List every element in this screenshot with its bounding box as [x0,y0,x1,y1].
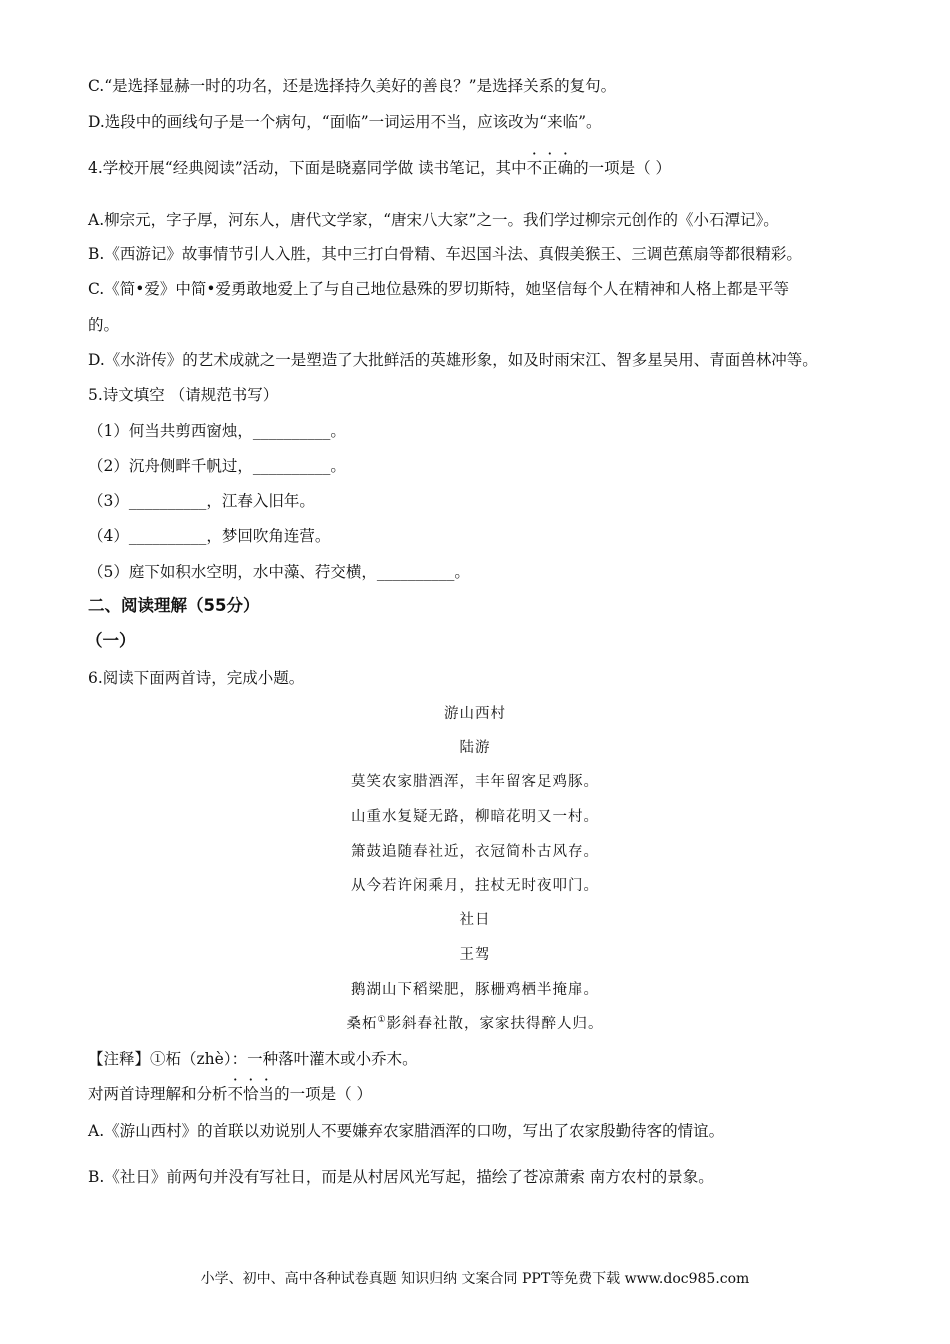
fill-blank: __________ [376,563,455,581]
poem2-line [0,1014,950,1034]
footnote-marker: ① [377,1015,387,1026]
q4-option-b: B.《西游记》故事情节引人入胜，其中三打白骨精、车迟国斗法、真假美猴王、三调芭蕉扇等都很精彩。 [88,245,802,263]
poem1-line: 箫鼓追随春社近，衣冠简朴古风存。 [351,844,599,860]
q4-option-c: C.《简•爱》中简•爱勇敢地爱上了与自己地位悬殊的罗切斯特，她坚信每个人在精神和人格上都是平等 [88,280,790,298]
q6-option-a: A.《游山西村》的首联以劝说别人不要嫌弃农家腊酒浑的口吻，写出了农家殷勤待客的情谊。 [88,1122,725,1140]
q5-item-tail: 。 [330,457,346,475]
q4-option-a: A.柳宗元，字子厚，河东人，唐代文学家，“唐宋八大家”之一。我们学过柳宗元创作的《小石潭记》。 [88,211,779,229]
q4-stem-text: 4.学校开展“经典阅读”活动，下面是晓嘉同学做 读书笔记，其中 [88,159,527,177]
fill-blank: __________ [252,422,331,440]
q4-option-c-cont: 的。 [88,316,120,334]
q3-option-c: C.“是选择显赫一时的功名，还是选择持久美好的善良？”是选择关系的复句。 [88,77,617,95]
q6-option-b: B.《社日》前两句并没有写社日，而是从村居风光写起，描绘了苍凉萧索 南方农村的景象。 [88,1168,714,1186]
fill-blank: __________ [128,527,207,545]
emphasis-char: 当 [258,1085,275,1103]
q6-question-text: 对两首诗理解和分析 [88,1085,228,1103]
section-2-title: 二、阅读理解（55分） [88,596,260,615]
page-footer: 小学、初中、高中各种试卷真题 知识归纳 文案合同 PPT等免费下载 www.doc985.com [200,1271,750,1287]
poem1-title: 游山西村 [444,706,506,722]
poem1-line: 从今若许闲乘月，拄杖无时夜叩门。 [351,878,599,894]
emphasis-char: 不 [526,159,543,177]
q5-item-tail: 。 [330,422,346,440]
poem2-author: 王驾 [459,947,491,963]
poem1-line: 山重水复疑无路，柳暗花明又一村。 [351,809,599,825]
poem1-line: 莫笑农家腊酒浑，丰年留客足鸡豚。 [351,774,599,790]
q4-stem [88,158,671,178]
emphasis-char: 正 [542,159,558,177]
poem2-line: 鹅湖山下稻梁肥，豚栅鸡栖半掩扉。 [351,982,599,998]
poem2-title: 社日 [459,912,491,928]
q5-item-tail: 。 [454,563,470,581]
q5-item-5 [88,562,470,582]
fill-blank: __________ [252,457,331,475]
q3-option-d: D.选段中的画线句子是一个病句，“面临”一词运用不当，应该改为“来临”。 [88,113,602,131]
q5-item-1 [88,421,346,441]
fill-blank: __________ [128,492,207,510]
q5-item-3 [88,491,315,511]
q5-item-text: （4） [88,527,129,545]
poem2-line-text: 影斜春社散，家家扶得醉人归。 [386,1016,604,1032]
emphasis-char: 确 [557,159,574,177]
q5-item-2 [88,456,346,476]
poem1-author: 陆游 [459,740,491,756]
q6-question-tail: 的一项是（ ） [274,1085,372,1103]
section-2-subtitle: （一） [86,631,136,650]
q5-item-4 [88,526,330,546]
q5-title: 5.诗文填空 （请规范书写） [88,386,279,404]
q6-note: 【注释】①柘（zhè）：一种落叶灌木或小乔木。 [88,1050,418,1068]
q4-option-d: D.《水浒传》的艺术成就之一是塑造了大批鲜活的英雄形象，如及时雨宋江、智多星吴用、青面兽林冲等。 [88,351,818,369]
poem2-line-text: 桑柘 [346,1016,378,1032]
q5-item-text: （2）沉舟侧畔千帆过， [88,457,253,475]
emphasis-char: 恰 [243,1085,259,1103]
q6-question [88,1084,372,1104]
emphasis-char: 不 [227,1085,244,1103]
q6-stem: 6.阅读下面两首诗，完成小题。 [88,669,305,687]
q5-item-text: （1）何当共剪西窗烛， [88,422,253,440]
q5-item-text: （3） [88,492,129,510]
q5-item-tail: ，江春入旧年。 [206,492,315,510]
q4-stem-tail: 的一项是（ ） [573,159,672,177]
q5-item-tail: ，梦回吹角连营。 [206,527,331,545]
q5-item-text: （5）庭下如积水空明，水中藻、荇交横， [88,563,377,581]
